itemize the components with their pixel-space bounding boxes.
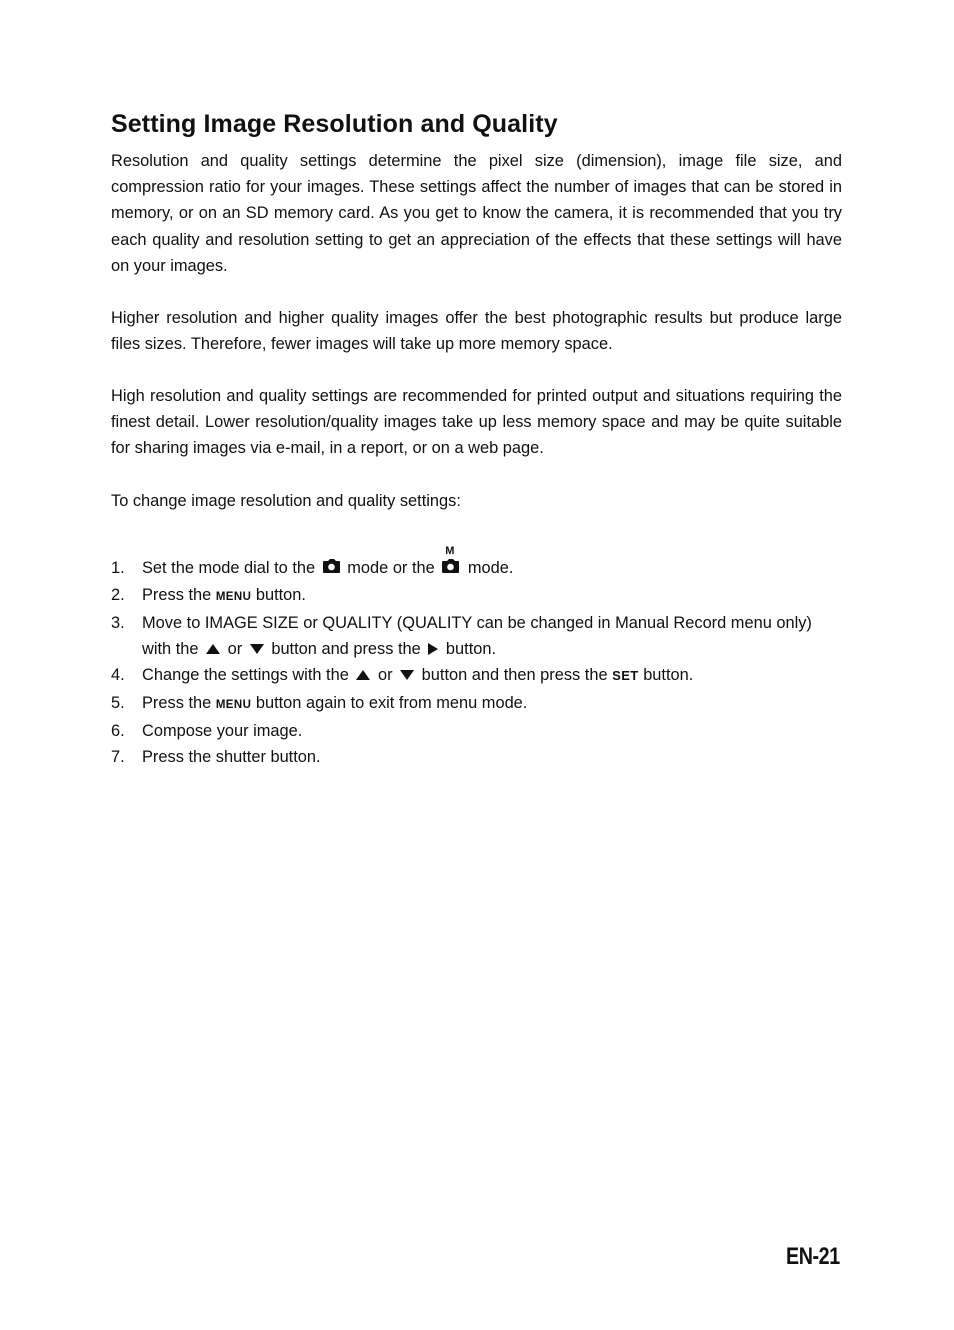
step-number: 7. xyxy=(111,747,125,766)
step-text: button again to exit from menu mode. xyxy=(255,693,528,712)
right-arrow-icon xyxy=(428,643,438,655)
down-arrow-icon xyxy=(250,644,264,654)
step-number: 3. xyxy=(111,613,125,632)
step-text: or xyxy=(377,666,393,685)
step-text: button and then press the xyxy=(421,666,608,685)
page-number: EN-21 xyxy=(786,1243,840,1270)
step-text: button and press the xyxy=(271,640,421,659)
step-2 xyxy=(111,582,842,610)
step-4 xyxy=(111,662,842,689)
camera-icon xyxy=(323,555,340,581)
up-arrow-icon xyxy=(206,644,220,654)
step-number: 5. xyxy=(111,693,125,712)
up-arrow-icon xyxy=(356,670,370,680)
menu-button-label: MENU xyxy=(215,698,252,711)
step-7 xyxy=(111,744,842,770)
step-text: or xyxy=(227,640,243,659)
steps-list xyxy=(111,544,842,770)
step-number: 1. xyxy=(111,559,125,577)
step-text: Press the xyxy=(142,585,212,604)
set-button-label: SET xyxy=(612,668,639,684)
step-text: Move to IMAGE SIZE or QUALITY (QUALITY can be changed in Manual Record menu only) with the xyxy=(142,613,812,659)
intro-paragraph: Resolution and quality settings determine the pixel size (dimension), image file size, and compression ratio for your images. These settings affect the number of images that can be stored in memory, or on an SD memory card. As you get to know the camera, it is recommended that you try each quality and resolution setting to get an appreciation of the effects that these settings will have on your images. xyxy=(111,152,842,275)
page-title: Setting Image Resolution and Quality xyxy=(111,110,558,138)
step-3 xyxy=(111,610,842,662)
step-text: Set the mode dial to the xyxy=(142,559,316,577)
step-text: Press the shutter button. xyxy=(142,747,321,766)
resolution-paragraph: Higher resolution and higher quality images offer the best photographic results but produce large files sizes. Therefore, fewer images will take up more memory space. xyxy=(111,309,842,354)
step-number: 4. xyxy=(111,666,125,685)
instructions-lead: To change image resolution and quality settings: xyxy=(111,492,461,510)
step-text: Press the xyxy=(142,693,212,712)
step-text: button. xyxy=(255,585,306,604)
recommendation-paragraph: High resolution and quality settings are recommended for printed output and situations requiring the finest detail. Lower resolution/quality images take up less memory space and may be quite suitable for sharing images via e-mail, in a report, or on a web page. xyxy=(111,387,842,458)
manual-mode-letter: M xyxy=(445,544,455,557)
down-arrow-icon xyxy=(400,670,414,680)
step-5 xyxy=(111,690,842,718)
step-text: mode or the xyxy=(347,559,435,577)
menu-button-label: MENU xyxy=(215,590,252,603)
step-text: Compose your image. xyxy=(142,721,303,740)
step-number: 2. xyxy=(111,585,125,604)
manual-camera-icon xyxy=(442,544,460,577)
step-text: Change the settings with the xyxy=(142,666,349,685)
step-6 xyxy=(111,718,842,744)
step-text: button. xyxy=(643,666,694,685)
step-number: 6. xyxy=(111,721,125,740)
step-text: button. xyxy=(445,640,497,659)
step-1 xyxy=(111,544,842,582)
step-text: mode. xyxy=(467,559,514,577)
